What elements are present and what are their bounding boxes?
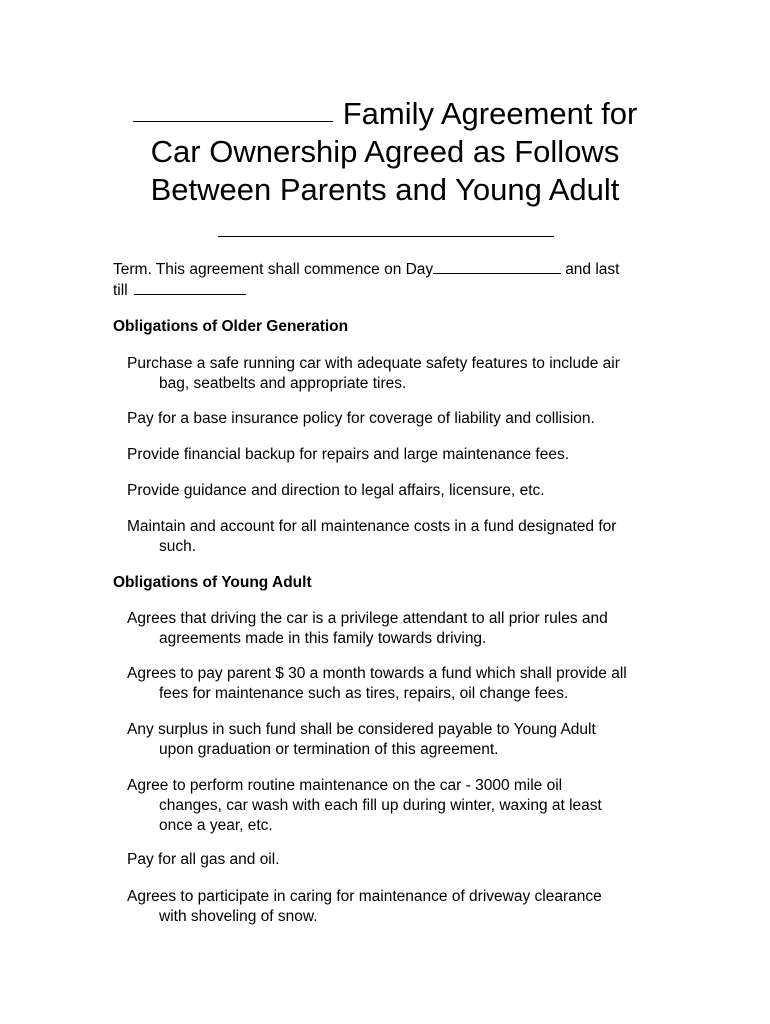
item-line: with shoveling of snow. xyxy=(159,908,318,925)
list-item xyxy=(127,354,687,394)
term-suffix: and last xyxy=(565,261,620,278)
list-item xyxy=(127,409,687,429)
title-line-1-text: Family Agreement for xyxy=(342,96,638,131)
term-line-2 xyxy=(113,280,673,301)
item-line: bag, seatbelts and appropriate tires. xyxy=(159,375,407,392)
title-line-2: Car Ownership Agreed as Follows xyxy=(150,134,620,169)
term-till-label: till xyxy=(113,282,128,299)
item-line: Provide guidance and direction to legal affairs, licensure, etc. xyxy=(127,482,545,499)
item-line: Provide financial backup for repairs and large maintenance fees. xyxy=(127,446,570,463)
title-line-3: Between Parents and Young Adult xyxy=(150,172,620,207)
term-prefix: Term. This agreement shall commence on Day xyxy=(113,261,434,278)
item-line: such. xyxy=(159,538,197,555)
list-item xyxy=(127,517,687,557)
item-line: once a year, etc. xyxy=(159,817,273,834)
signature-blank-line[interactable] xyxy=(218,236,554,237)
item-line: upon graduation or termination of this agreement. xyxy=(159,741,499,758)
item-line: Purchase a safe running car with adequate safety features to include air xyxy=(127,355,620,372)
end-date-blank[interactable] xyxy=(134,280,246,295)
list-item xyxy=(127,887,687,927)
document-title xyxy=(0,93,770,209)
family-name-blank[interactable] xyxy=(133,91,333,122)
item-line: Maintain and account for all maintenance costs in a fund designated for xyxy=(127,518,617,535)
item-line: Agree to perform routine maintenance on the car - 3000 mile oil xyxy=(127,777,563,794)
start-day-blank[interactable] xyxy=(433,259,561,274)
list-item xyxy=(127,664,687,704)
item-line: agreements made in this family towards driving. xyxy=(159,630,487,647)
item-line: Any surplus in such fund shall be considered payable to Young Adult xyxy=(127,721,596,738)
item-line: Agrees to participate in caring for maintenance of driveway clearance xyxy=(127,888,602,905)
list-item xyxy=(127,609,687,649)
list-item xyxy=(127,850,687,870)
list-item xyxy=(127,445,687,465)
older-generation-heading: Obligations of Older Generation xyxy=(113,318,349,335)
young-adult-heading: Obligations of Young Adult xyxy=(113,574,312,591)
item-line: Agrees that driving the car is a privilege attendant to all prior rules and xyxy=(127,610,608,627)
term-paragraph xyxy=(113,259,673,301)
item-line: Agrees to pay parent $ 30 a month towards a fund which shall provide all xyxy=(127,665,627,682)
item-line: Pay for all gas and oil. xyxy=(127,851,280,868)
list-item xyxy=(127,720,687,760)
list-item xyxy=(127,776,687,836)
list-item xyxy=(127,481,687,501)
term-line-1 xyxy=(113,259,673,280)
title-line-1 xyxy=(0,93,770,133)
item-line: fees for maintenance such as tires, repairs, oil change fees. xyxy=(159,685,569,702)
item-line: Pay for a base insurance policy for coverage of liability and collision. xyxy=(127,410,595,427)
item-line: changes, car wash with each fill up during winter, waxing at least xyxy=(159,797,602,814)
